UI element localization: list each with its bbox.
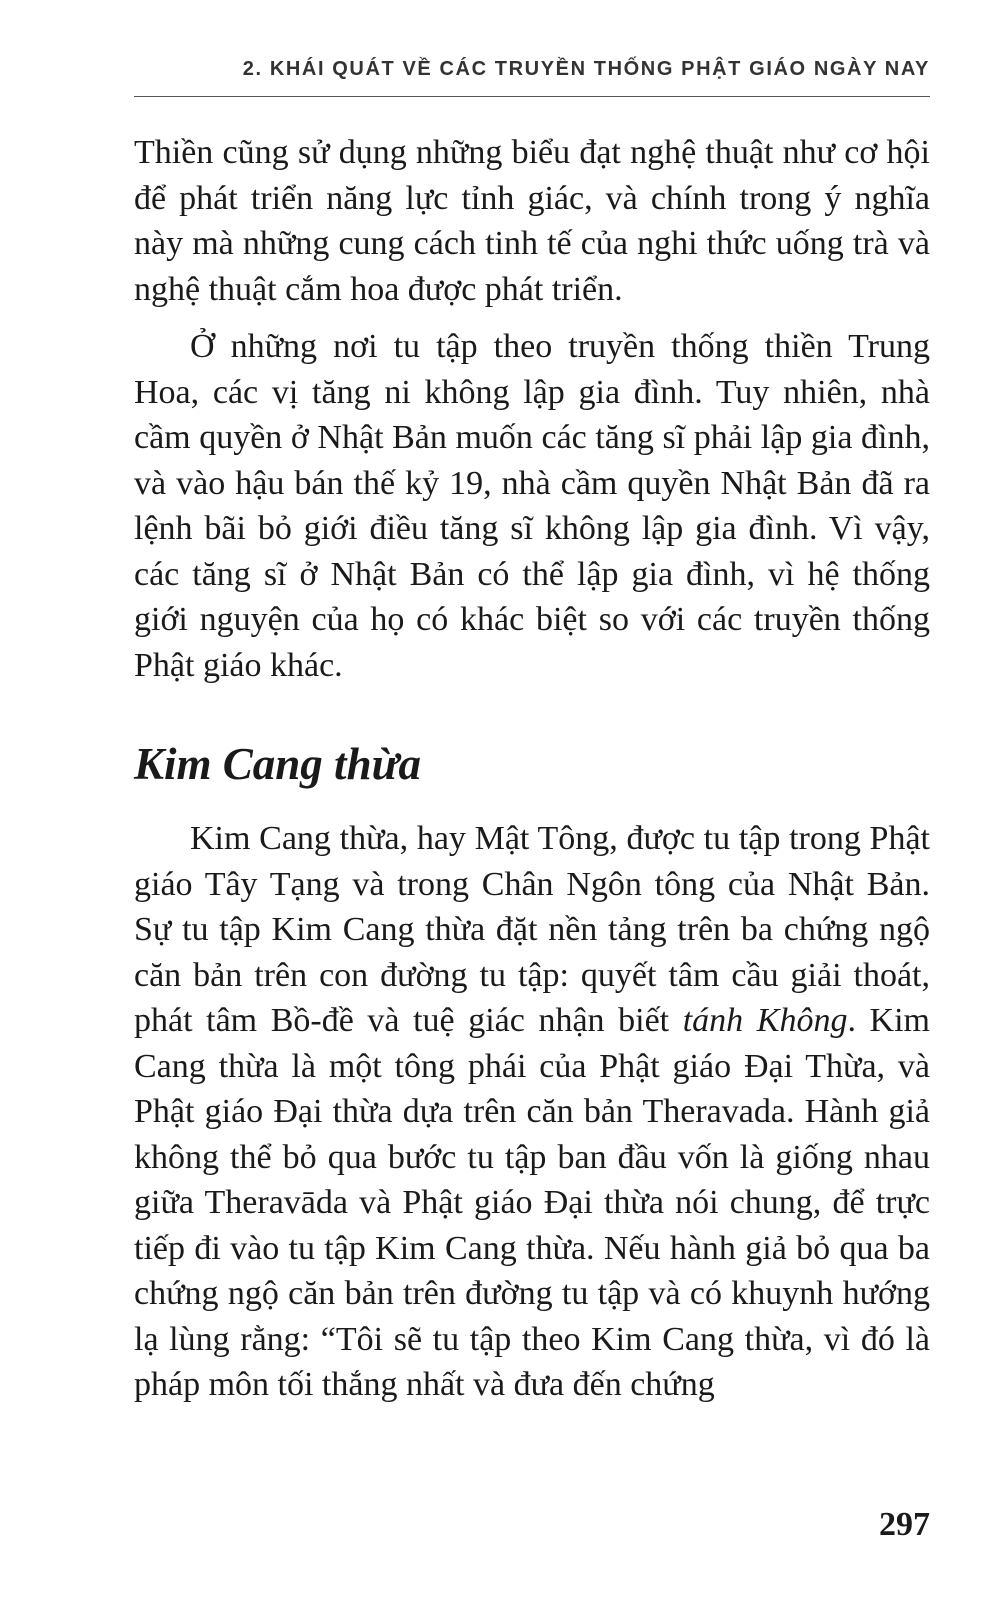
page-body <box>134 130 930 1420</box>
paragraph: Ở những nơi tu tập theo truyền thống thiền Trung Hoa, các vị tăng ni không lập gia đình. Tuy nhiên, nhà cầm quyền ở Nhật Bản muốn các tăng sĩ phải lập gia đình, và vào hậu bán thế kỷ 19, nhà cầm quyền Nhật Bản đã ra lệnh bãi bỏ giới điều tăng sĩ không lập gia đình. Vì vậy, các tăng sĩ ở Nhật Bản có thể lập gia đình, vì hệ thống giới nguyện của họ có khác biệt so với các truyền thống Phật giáo khác. <box>134 328 930 684</box>
section-heading: Kim Cang thừa <box>134 739 422 789</box>
paragraph <box>134 816 930 1408</box>
page-number: 297 <box>879 1506 930 1543</box>
paragraph-text: . Kim Cang thừa là một tông phái của Phật giáo Đại Thừa, và Phật giáo Đại thừa dựa trên căn bản Theravada. Hành giả không thể bỏ qua bước tu tập ban đầu vốn là giống nhau giữa Theravāda và Phật giáo Đại thừa nói chung, để trực tiếp đi vào tu tập Kim Cang thừa. Nếu hành giả bỏ qua ba chứng ngộ căn bản trên đường tu tập và có khuynh hướng lạ lùng rằng: “Tôi sẽ tu tập theo Kim Cang thừa, vì đó là pháp môn tối thắng nhất và đưa đến chứng <box>134 1002 930 1403</box>
paragraph-text: Kim Cang thừa, hay Mật Tông, được tu tập trong Phật giáo Tây Tạng và trong Chân Ngôn tông của Nhật Bản. Sự tu tập Kim Cang thừa đặt nền tảng trên ba chứng ngộ căn bản trên con đường tu tập: quyết tâm cầu giải thoát, phát tâm Bồ-đề và tuệ giác nhận biết <box>134 820 930 1039</box>
running-header: 2. KHÁI QUÁT VỀ CÁC TRUYỀN THỐNG PHẬT GIÁO NGÀY NAY <box>134 58 930 97</box>
emphasis-term: tánh Không <box>682 1002 848 1039</box>
paragraph: Thiền cũng sử dụng những biểu đạt nghệ thuật như cơ hội để phát triển năng lực tỉnh giác, và chính trong ý nghĩa này mà những cung cách tinh tế của nghi thức uống trà và nghệ thuật cắm hoa được phát triển. <box>134 134 930 308</box>
